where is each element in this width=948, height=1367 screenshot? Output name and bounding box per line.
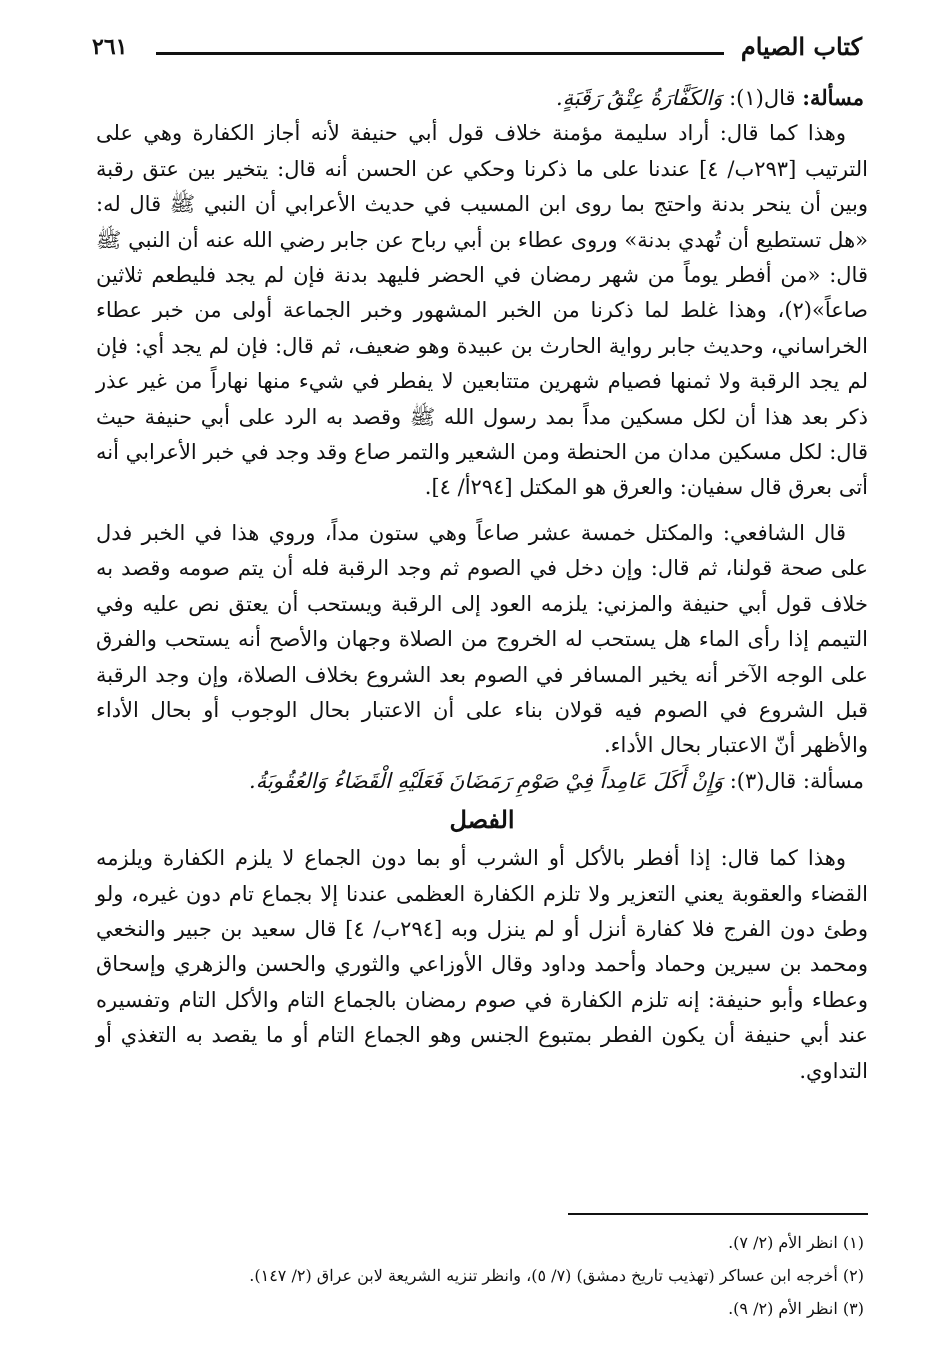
issue-1-label: مسألة: bbox=[802, 85, 864, 110]
issue-1 bbox=[96, 80, 864, 116]
paragraph-1: وهذا كما قال: أراد سليمة مؤمنة خلاف قول أبي حنيفة لأنه أجاز الكفارة وهي على الترتيب [٢٩٣ب/ ٤] عندنا على ما ذكرنا وحكي عن الحسن أنه قال: يتخير بين عتق رقبة وبين أن ينحر بدنة واحتج بما روى ابن المسيب في حديث الأعرابي أن النبي ﷺ قال له: «هل تستطيع أن تُهدي بدنة» وروى عطاء بن أبي رباح عن جابر رضي الله عنه أن النبي ﷺ قال: «من أفطر يوماً من شهر رمضان في الحضر فليهد بدنة فإن لم يجد فليطعم ثلاثين صاعاً»(٢)، وهذا غلط لما ذكرنا من الخبر المشهور وخبر الجماعة أولى من خبر عطاء الخراساني، وحديث جابر رواية الحارث بن عبيدة وهو ضعيف، ثم قال: فإن لم يجد أي: فإن لم يجد الرقبة ولا ثمنها فصيام شهرين متتابعين لا يفطر في شيء منها نهاراً من غير عذر ذكر بعد هذا أن لكل مسكين مداً بمد رسول الله ﷺ وقصد به الرد على أبي حنيفة حيث قال: لكل مسكين مدان من الحنطة ومن الشعير والتمر صاع وقد وجد في خبر الأعرابي أنه أتى بعرق قال سفيان: والعرق هو المكتل [٢٩٤أ/ ٤]. bbox=[96, 121, 869, 500]
footnote-separator bbox=[568, 1213, 868, 1215]
issue-2-label: مسألة: bbox=[802, 768, 864, 793]
footnote-2-number: (٢) bbox=[842, 1266, 864, 1285]
issue-2-intro: قال(٣): bbox=[729, 768, 797, 793]
paragraph-2: قال الشافعي: والمكتل خمسة عشر صاعاً وهي ستون مداً، وروي هذا في الخبر فدل على صحة قولنا، ثم قال: وإن دخل في الصوم ثم وجد الرقبة فله أن يتم صومه وقصد به خلاف قول أبي حنيفة والمزني: يلزمه العود إلى الرقبة ويستحب أن يعتق نص عليه وفي التيمم إذا رأى الماء هل يستحب له الخروج من الصلاة وجهان والأصح أنه يستحب والفرق على الوجه الآخر أنه يخير المسافر في الصوم بعد الشروع بخلاف الصلاة، وإن وجد الرقبة قبل الشروع في الصوم فيه قولان بناء على أن الاعتبار بحال الوجوب أو بحال الأداء والأظهر أنّ الاعتبار بحال الأداء. bbox=[96, 520, 868, 758]
footnote-1-text: انظر الأم (٢/ ٧). bbox=[728, 1233, 838, 1252]
footnote-2-text: أخرجه ابن عساكر (تهذيب تاريخ دمشق) (٧/ ٥)، وانظر تنزيه الشريعة لابن عراق (٢/ ١٤٧). bbox=[249, 1266, 838, 1285]
main-text bbox=[96, 80, 868, 1089]
section-heading: الفصل bbox=[449, 805, 515, 835]
footnote-1-number: (١) bbox=[842, 1233, 864, 1252]
page-header bbox=[92, 30, 862, 70]
issue-1-quote: وَالكَفَّارَةُ عِتْقُ رَقَبَةٍ. bbox=[556, 86, 723, 110]
issue-2-quote: وَإِنْ أَكَلَ عَامِداً فِيْ صَوْمِ رَمَضَانَ فَعَلَيْهِ الْقَضَاءُ وَالعُقُوبَةُ. bbox=[249, 768, 724, 793]
page-number: ٢٦١ bbox=[92, 34, 128, 60]
footnotes bbox=[96, 1226, 864, 1325]
footnote-3-number: (٣) bbox=[842, 1299, 864, 1318]
paragraph-gap bbox=[96, 506, 868, 516]
footnote-1 bbox=[96, 1226, 864, 1259]
issue-1-intro: قال(١): bbox=[729, 86, 796, 110]
issue-2 bbox=[96, 764, 864, 799]
paragraph-3: وهذا كما قال: إذا أفطر بالأكل أو الشرب أو بما دون الجماع لا يلزم الكفارة ويلزمه القضاء والعقوبة يعني التعزير ولا تلزم الكفارة العظمى عندنا إلا بجماع تام دون غيره، ولو وطئ دون الفرج فلا كفارة أنزل أو لم ينزل وبه [٢٩٤ب/ ٤] قال سعيد بن جبير والنخعي ومحمد بن سيرين وحماد وأحمد وداود وقال الأوزاعي والثوري والحسن والزهري وإسحاق وعطاء وأبو حنيفة: إنه تلزم الكفارة في صوم رمضان بالجماع التام والأكل التام وتفسيره عند أبي حنيفة أن يكون الفطر بمتبوع الجنس وهو الجماع التام أو ما يقصد به التغذي أو التداوي. bbox=[96, 846, 868, 1083]
header-rule bbox=[156, 52, 724, 55]
footnote-2 bbox=[96, 1259, 864, 1292]
footnote-3 bbox=[96, 1292, 864, 1325]
running-title: كتاب الصيام bbox=[740, 32, 862, 61]
footnote-3-text: انظر الأم (٢/ ٩). bbox=[728, 1299, 838, 1318]
